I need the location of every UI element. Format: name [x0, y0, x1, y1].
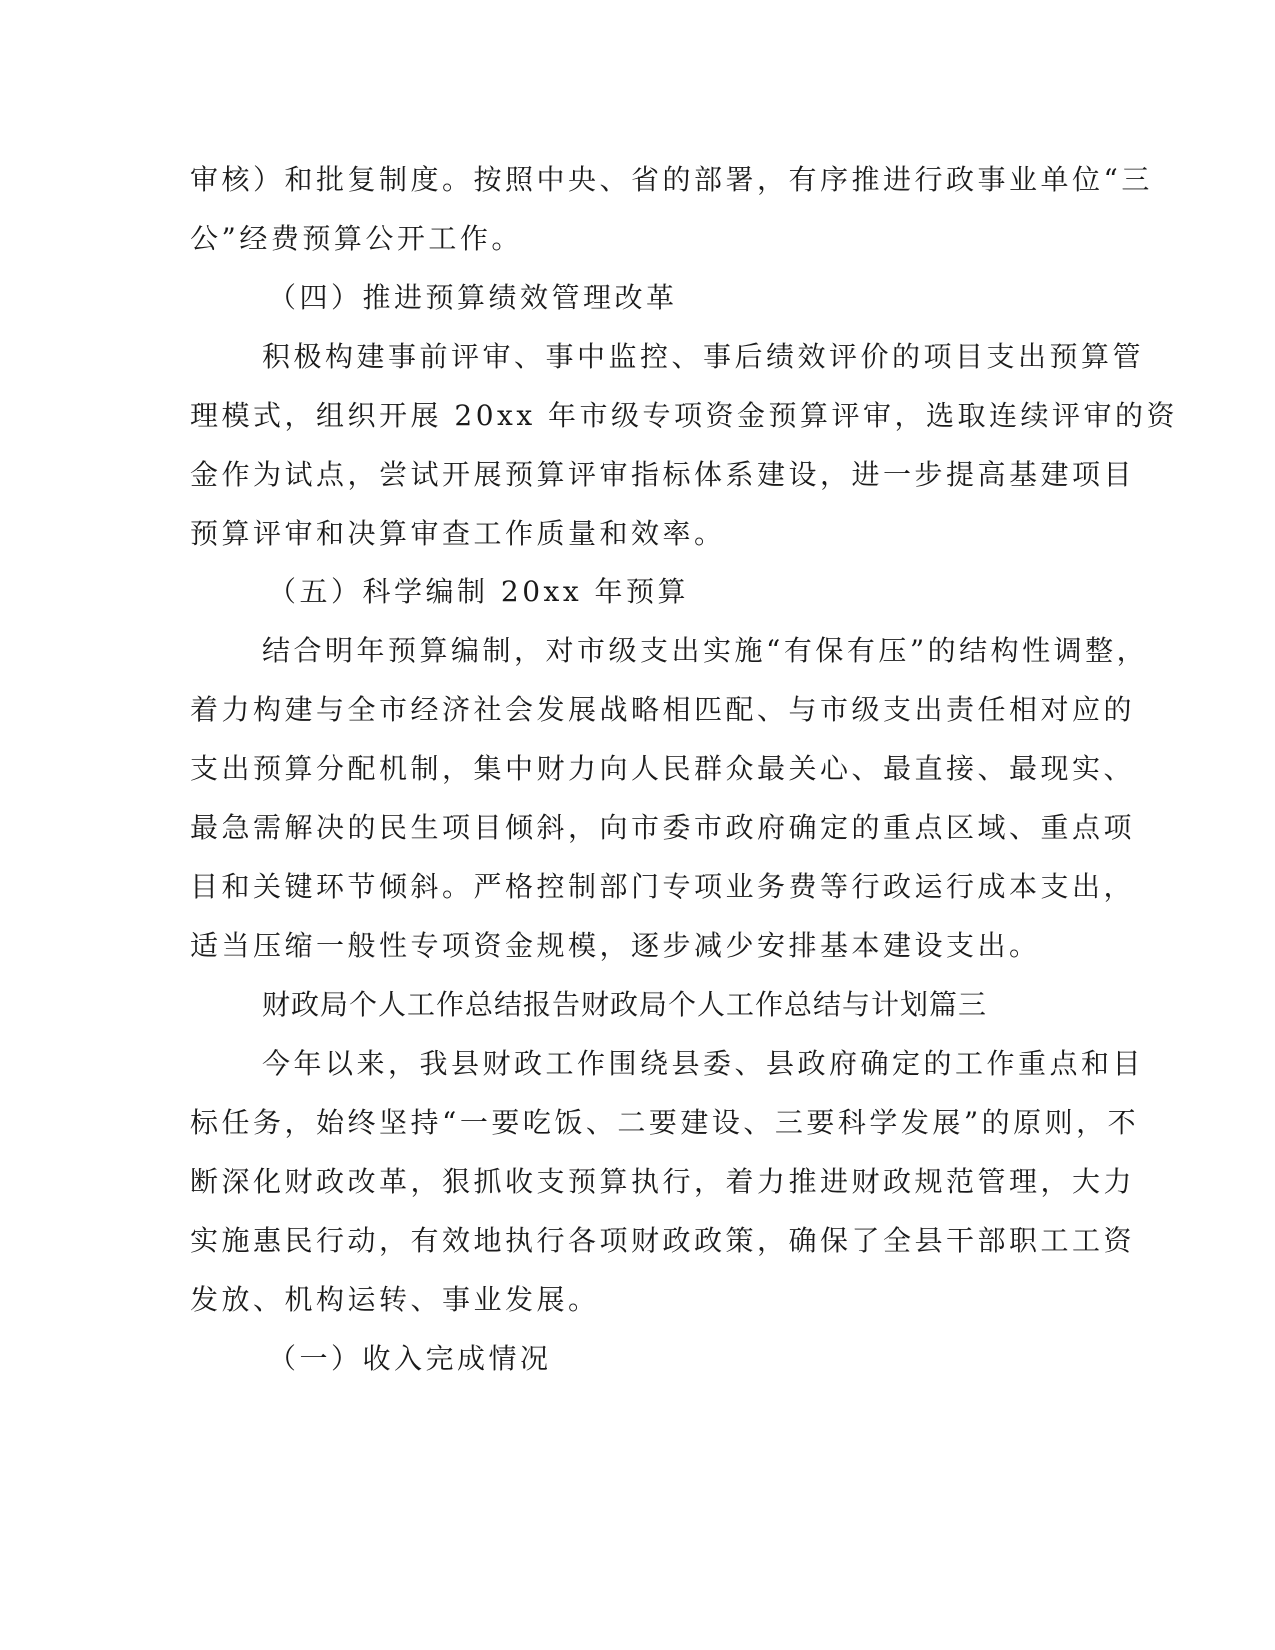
paragraph-line: 目和关键环节倾斜。严格控制部门专项业务费等行政运行成本支出，	[190, 870, 1136, 903]
article-title: 财政局个人工作总结报告财政局个人工作总结与计划篇三	[262, 988, 988, 1021]
paragraph-line: 预算评审和决算审查工作质量和效率。	[190, 517, 726, 550]
paragraph-line: 适当压缩一般性专项资金规模，逐步减少安排基本建设支出。	[190, 929, 1041, 962]
paragraph-line: 着力构建与全市经济社会发展战略相匹配、与市级支出责任相对应的	[190, 693, 1136, 726]
paragraph-line: 支出预算分配机制，集中财力向人民群众最关心、最直接、最现实、	[190, 752, 1136, 785]
paragraph-line: 公”经费预算公开工作。	[190, 222, 523, 255]
paragraph-line: 今年以来，我县财政工作围绕县委、县政府确定的工作重点和目	[262, 1047, 1145, 1080]
paragraph-line: 积极构建事前评审、事中监控、事后绩效评价的项目支出预算管	[262, 340, 1145, 373]
paragraph-line: 发放、机构运转、事业发展。	[190, 1283, 600, 1316]
paragraph-line: 断深化财政改革，狠抓收支预算执行，着力推进财政规范管理，大力	[190, 1165, 1136, 1198]
paragraph-line: 金作为试点，尝试开展预算评审指标体系建设，进一步提高基建项目	[190, 458, 1136, 491]
paragraph-line: 理模式，组织开展 20xx 年市级专项资金预算评审，选取连续评审的资	[190, 399, 1179, 432]
paragraph-line: 标任务，始终坚持“一要吃饭、二要建设、三要科学发展”的原则，不	[190, 1106, 1140, 1139]
paragraph-line: 最急需解决的民生项目倾斜，向市委市政府确定的重点区域、重点项	[190, 811, 1136, 844]
paragraph-line: 实施惠民行动，有效地执行各项财政政策，确保了全县干部职工工资	[190, 1224, 1136, 1257]
section-heading: （四）推进预算绩效管理改革	[268, 281, 678, 314]
section-heading: （一）收入完成情况	[268, 1342, 552, 1375]
section-heading: （五）科学编制 20xx 年预算	[268, 575, 690, 608]
paragraph-line: 结合明年预算编制，对市级支出实施“有保有压”的结构性调整，	[262, 634, 1149, 667]
paragraph-line: 审核）和批复制度。按照中央、省的部署，有序推进行政事业单位“三	[190, 163, 1153, 196]
